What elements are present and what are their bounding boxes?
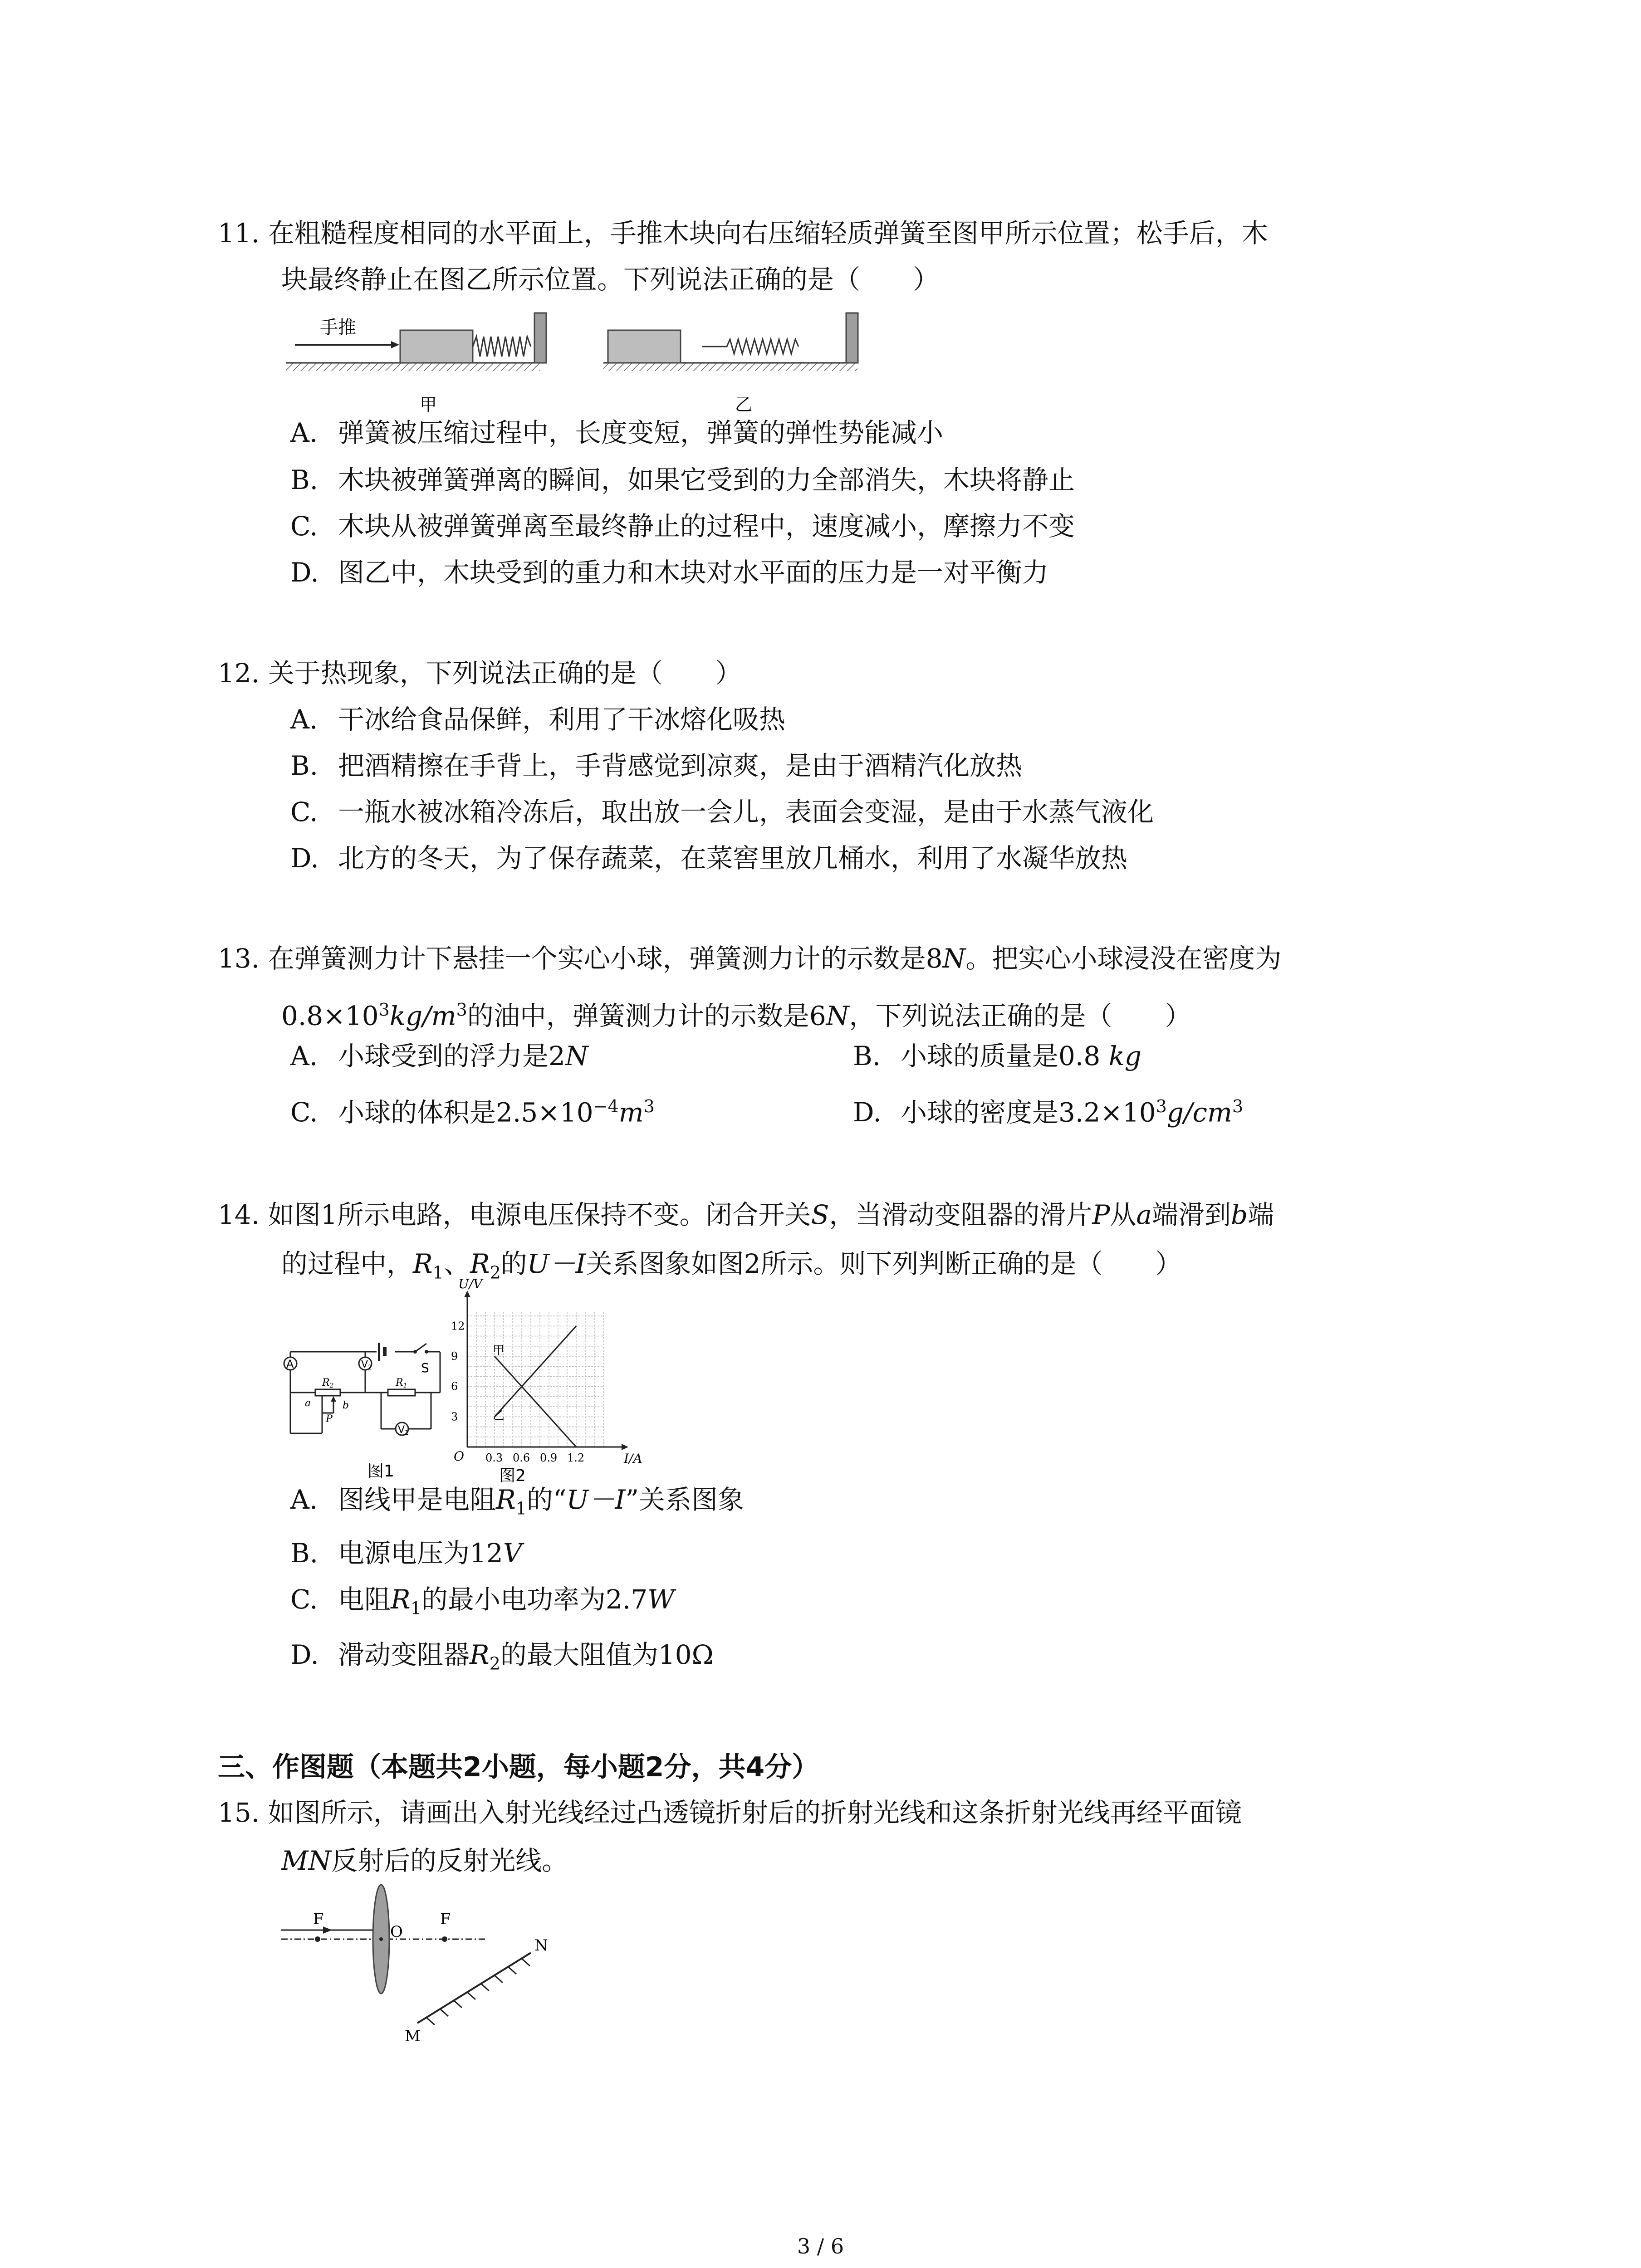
q11-option-d: D. 图乙中，木块受到的重力和木块对水平面的压力是一对平衡力 [290, 557, 1049, 588]
y-axis-label: U/V [458, 1276, 483, 1291]
y-axis-arrow-icon [464, 1290, 470, 1297]
q13-option-d: D. 小球的密度是$3.2\times 10^3g/cm^3$ [853, 1096, 1244, 1128]
q12-number: 12. [218, 658, 260, 689]
svg-text:A: A [286, 1358, 294, 1370]
q14-ui-chart [426, 1276, 681, 1488]
mirror-n-label: N [534, 1936, 548, 1955]
q15-number: 15. [218, 1797, 260, 1828]
origin-label: O [454, 1449, 464, 1464]
q12-option-c: C. 一瓶水被冰箱冷冻后，取出放一会儿，表面会变湿，是由于水蒸气液化 [290, 797, 1154, 827]
series-jia-label: 甲 [493, 1344, 505, 1358]
q13-option-c: C. 小球的体积是$2.5\times 10^{-4}m^3$ [290, 1096, 655, 1128]
q13-option-a: A. 小球受到的浮力是2N [290, 1041, 588, 1071]
svg-text:b: b [343, 1400, 349, 1411]
q11-line1 [218, 217, 1268, 249]
q12-line1 [218, 657, 742, 689]
svg-text:a: a [305, 1398, 311, 1409]
focus-left-label: F [313, 1910, 324, 1928]
q13-option-b: B. 小球的质量是0.8 kg [853, 1041, 1141, 1071]
q11-option-a: A. 弹簧被压缩过程中，长度变短，弹簧的弹性势能减小 [290, 417, 944, 448]
block-yi [608, 330, 681, 363]
q12-option-a: A. 干冰给食品保鲜，利用了干冰熔化吸热 [290, 704, 786, 735]
q11-stem-line1: 在粗糙程度相同的水平面上，手推木块向右压缩轻质弹簧至图甲所示位置；松手后，木 [268, 218, 1268, 249]
x-axis-label: I/A [624, 1451, 642, 1466]
wall-jia [534, 313, 546, 363]
q14-option-a: A. 图线甲是电阻$R_1$的“U－I”关系图象 [290, 1484, 744, 1519]
q11-option-c: C. 木块从被弹簧弹离至最终静止的过程中，速度减小，摩擦力不变 [290, 511, 1075, 542]
q11-figure [286, 308, 912, 417]
ray-arrow-icon [323, 1926, 332, 1934]
push-arrow-icon [391, 341, 399, 348]
q13-line2: $0.8\times 10^3kg/m^3$的油中，弹簧测力计的示数是6N，下列说法正确的是（ ） [281, 1000, 1191, 1031]
x-tick-label: 1.2 [567, 1452, 585, 1464]
fig-jia [286, 313, 546, 415]
q14-option-b: B. 电源电压为12V [290, 1538, 522, 1569]
svg-text:V2: V2 [361, 1359, 372, 1371]
mirror-m-label: M [405, 2027, 421, 2045]
resistor-r1 [388, 1389, 415, 1396]
focus-right-label: F [440, 1910, 451, 1928]
x-tick-label: 0.3 [485, 1452, 503, 1464]
x-axis-arrow-icon [622, 1444, 628, 1450]
q14-number: 14. [218, 1199, 260, 1230]
mirror-hatch [426, 1959, 530, 2025]
series-line-1 [495, 1326, 576, 1417]
y-tick-label: 3 [451, 1410, 458, 1423]
y-tick-label: 12 [451, 1320, 465, 1333]
optical-center-label: O [390, 1923, 403, 1941]
plane-mirror-mn [417, 1953, 531, 2023]
resistor-r2 [315, 1389, 340, 1396]
q12-option-b: B. 把酒精擦在手背上，手背感觉到凉爽，是由于酒精汽化放热 [290, 750, 1023, 781]
fig-yi [603, 313, 858, 415]
q11-line2: 块最终静止在图乙所示位置。下列说法正确的是（ ） [281, 264, 940, 295]
spring-yi [727, 339, 798, 354]
spring-jia [473, 337, 531, 357]
q14-option-c: C. 电阻$R_1$的最小电功率为2.7W [290, 1584, 675, 1618]
svg-text:V1: V1 [398, 1424, 409, 1437]
q12-option-d: D. 北方的冬天，为了保存蔬菜，在菜窖里放几桶水，利用了水凝华放热 [290, 843, 1128, 874]
series-line-0 [495, 1356, 576, 1447]
q11-number: 11. [218, 218, 260, 249]
caption-yi: 乙 [735, 395, 753, 415]
x-tick-label: 0.9 [540, 1452, 558, 1464]
caption-jia: 甲 [420, 395, 437, 415]
q14-option-d: D. 滑动变阻器$R_2$的最大阻值为10Ω [290, 1639, 714, 1674]
q15-line1: 15. 如图所示，请画出入射光线经过凸透镜折射后的折射光线和这条折射光线再经平面镜 [218, 1797, 1242, 1828]
svg-text:R2: R2 [322, 1377, 334, 1389]
q15-line2: MN反射后的反射光线。 [281, 1845, 568, 1876]
switch-label: S [421, 1360, 429, 1375]
section3-heading: 三、作图题（本题共2小题，每小题2分，共4分） [218, 1751, 819, 1783]
q13-line1: 13. 在弹簧测力计下悬挂一个实心小球，弹簧测力计的示数是8N。把实心小球浸没在密度为 [218, 943, 1282, 974]
q14-line1: 14. 如图1所示电路，电源电压保持不变。闭合开关S，当滑动变阻器的滑片P从a端滑到b端 [218, 1199, 1274, 1230]
focus-right-dot [442, 1936, 447, 1942]
focus-left-dot [315, 1936, 320, 1942]
slider-arrow-icon [331, 1396, 336, 1402]
series-yi-label: 乙 [493, 1409, 505, 1423]
y-tick-label: 9 [451, 1350, 458, 1363]
fig1-caption: 图1 [367, 1462, 394, 1481]
q11-option-b: B. 木块被弹簧弹离的瞬间，如果它受到的力全部消失，木块将静止 [290, 464, 1075, 495]
fig2-caption: 图2 [499, 1466, 526, 1485]
page-number: 3 / 6 [797, 2234, 844, 2258]
q13-number: 13. [218, 943, 260, 974]
y-tick-label: 6 [451, 1380, 458, 1393]
q15-optics-figure [281, 1896, 572, 2050]
wall-yi [846, 313, 858, 363]
push-label: 手推 [320, 317, 356, 338]
svg-text:P: P [326, 1413, 333, 1425]
x-tick-label: 0.6 [513, 1452, 530, 1464]
chart-grid [467, 1311, 603, 1447]
q14-line2: 的过程中，$R_1$、$R_2$的U－I关系图象如图2所示。则下列判断正确的是（ ） [281, 1248, 1182, 1283]
block-jia [400, 330, 473, 363]
svg-text:R1: R1 [396, 1377, 407, 1389]
q12-stem: 关于热现象，下列说法正确的是（ ） [268, 658, 742, 689]
